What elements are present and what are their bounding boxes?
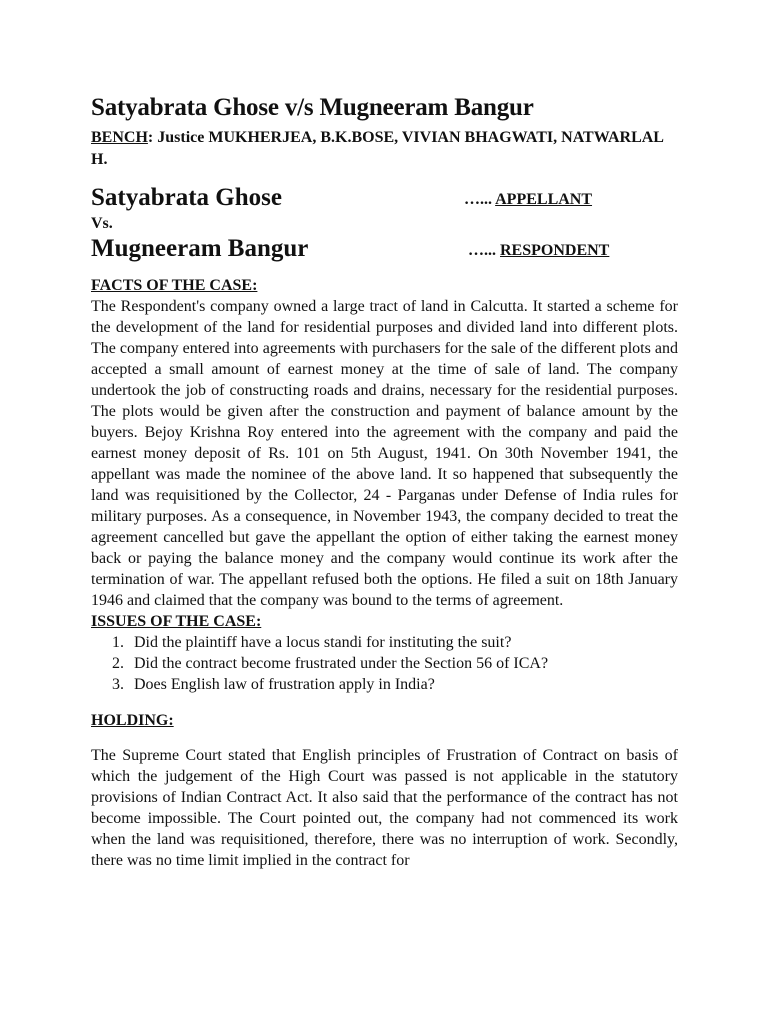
respondent-role-label: RESPONDENT	[500, 242, 610, 259]
bench-line	[91, 127, 678, 171]
appellant-name: Satyabrata Ghose	[91, 184, 282, 211]
appellant-dots: …...	[464, 191, 496, 208]
facts-heading: FACTS OF THE CASE:	[91, 277, 258, 294]
list-item-text: Did the contract become frustrated under the Section 56 of ICA?	[134, 655, 549, 672]
list-item-text: Does English law of frustration apply in India?	[134, 676, 435, 693]
appellant-role	[464, 189, 592, 211]
respondent-role	[468, 240, 609, 262]
facts-paragraph: The Respondent's company owned a large tract of land in Calcutta. It started a scheme for the development of the land for residential purposes and divided land into different plots. The company entered into agreements with purchasers for the sale of the different plots and accepted a small amount of earnest money at the time of sale of land. The company undertook the job of constructing roads and drains, necessary for the residential purposes. The plots would be given after the construction and payment of balance amount by the buyers. Bejoy Krishna Roy entered into the agreement with the company and paid the earnest money deposit of Rs. 101 on 5th August, 1941. On 30th November 1941, the appellant was made the nominee of the above land. It so happened that subsequently the land was requisitioned by the Collector, 24 - Parganas under Defense of India rules for military purposes. As a consequence, in November 1943, the company decided to treat the agreement cancelled but gave the appellant the option of either taking the earnest money back or paying the balance money and the company would continue its work after the termination of war. The appellant refused both the options. He filed a suit on 18th January 1946 and claimed that the company was bound to the terms of agreement.	[91, 298, 678, 609]
bench-label: BENCH	[91, 129, 148, 146]
list-item-number: 3.	[112, 676, 124, 693]
list-item	[91, 632, 678, 653]
respondent-name: Mugneeram Bangur	[91, 235, 309, 262]
bench-judges: : Justice MUKHERJEA, B.K.BOSE, VIVIAN BHAGWATI, NATWARLAL H.	[91, 129, 664, 168]
holding-heading: HOLDING:	[91, 712, 174, 729]
issues-list	[91, 632, 678, 695]
list-item	[91, 653, 678, 674]
list-item-text: Did the plaintiff have a locus standi for instituting the suit?	[134, 634, 512, 651]
holding-paragraph: The Supreme Court stated that English principles of Frustration of Contract on basis of which the judgement of the High Court was passed is not applicable in the statutory provisions of Indian Contract Act. It also said that the performance of the contract has not become impossible. The Court pointed out, the company had not commenced its work when the land was requisitioned, therefore, there was no interruption of work. Secondly, there was no time limit implied in the contract for	[91, 747, 678, 869]
case-title: Satyabrata Ghose v/s Mugneeram Bangur	[91, 94, 534, 121]
respondent-row	[91, 234, 678, 264]
list-item	[91, 674, 678, 695]
respondent-dots: …...	[468, 242, 500, 259]
issues-heading: ISSUES OF THE CASE:	[91, 613, 262, 630]
list-item-number: 1.	[112, 634, 124, 651]
list-item-number: 2.	[112, 655, 124, 672]
appellant-row	[91, 183, 678, 213]
appellant-role-label: APPELLANT	[495, 191, 593, 208]
document-page	[91, 92, 678, 871]
versus-label: Vs.	[91, 215, 113, 232]
